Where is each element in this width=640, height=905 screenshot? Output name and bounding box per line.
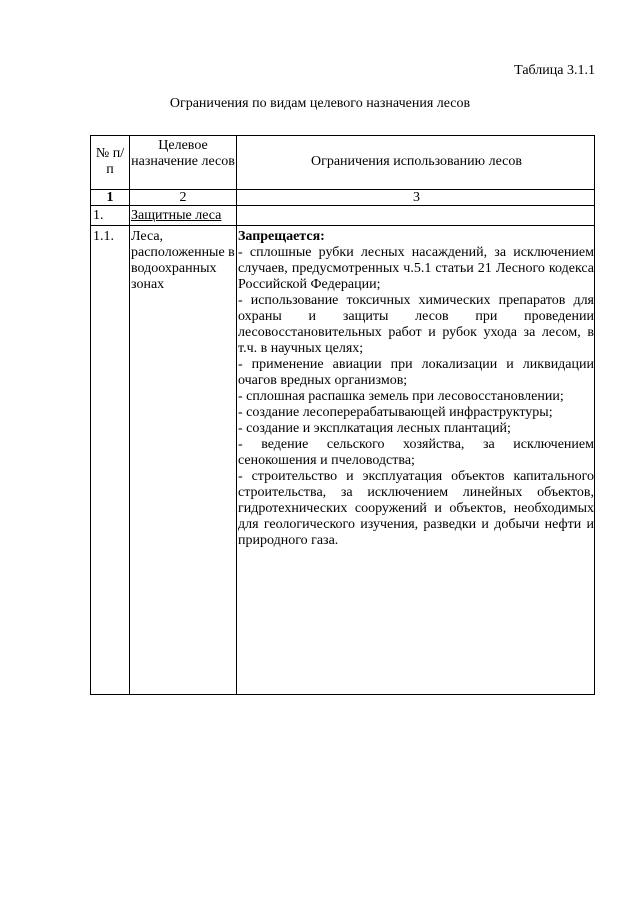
table-number: Таблица 3.1.1 [514,63,595,78]
index-cell-3: 3 [413,190,420,205]
restrictions-table [90,135,595,695]
restriction-item: - сплошные рубки лесных насаждений, за исключением случаев, предусмотренных ч.5.1 статьи 21 Лесного кодекса Российской Федерации; [238,245,594,292]
table-title: Ограничения по видам целевого назначения лесов [169,96,471,111]
section-number: 1. [93,208,104,223]
restriction-item: - применение авиации при локализации и ликвидации очагов вредных организмов; [238,357,594,388]
section-name: Защитные леса [131,208,222,223]
header-purpose: Целевое назначение лесов [131,138,235,169]
column-divider [129,136,130,694]
restriction-item: - сплошная распашка земель при лесовосстановлении; [238,389,564,404]
column-divider [236,136,237,694]
index-cell-1: 1 [106,190,114,205]
restrictions-cell [238,229,594,549]
restriction-item: - создание лесоперерабатывающей инфраструктуры; [238,405,553,420]
restriction-item: - использование токсичных химических препаратов для охраны и защиты лесов при проведении лесовосстановительных работ и рубок ухода за лесом, в т.ч. в научных целях; [238,293,594,356]
restriction-item: - ведение сельского хозяйства, за исключением сенокошения и пчеловодства; [238,437,594,468]
row-purpose: Леса, расположенные в водоохранных зонах [131,229,235,292]
restriction-item: - создание и эксплкатация лесных плантаций; [238,421,511,436]
restrictions-list [238,245,594,549]
restriction-item: - строительство и эксплуатация объектов капитального строительства, за исключением линейных объектов, гидротехнических сооружений и объектов, необходимых для геологического изучения, разведки и добычи нефти и природного газа. [238,469,594,548]
header-restrictions: Ограничения использованию лесов [310,154,523,169]
header-number: № п/п [95,146,125,177]
index-cell-2: 2 [179,190,187,205]
restrictions-heading: Запрещается: [238,229,325,244]
row-divider [91,225,594,226]
row-number: 1.1. [93,229,114,244]
